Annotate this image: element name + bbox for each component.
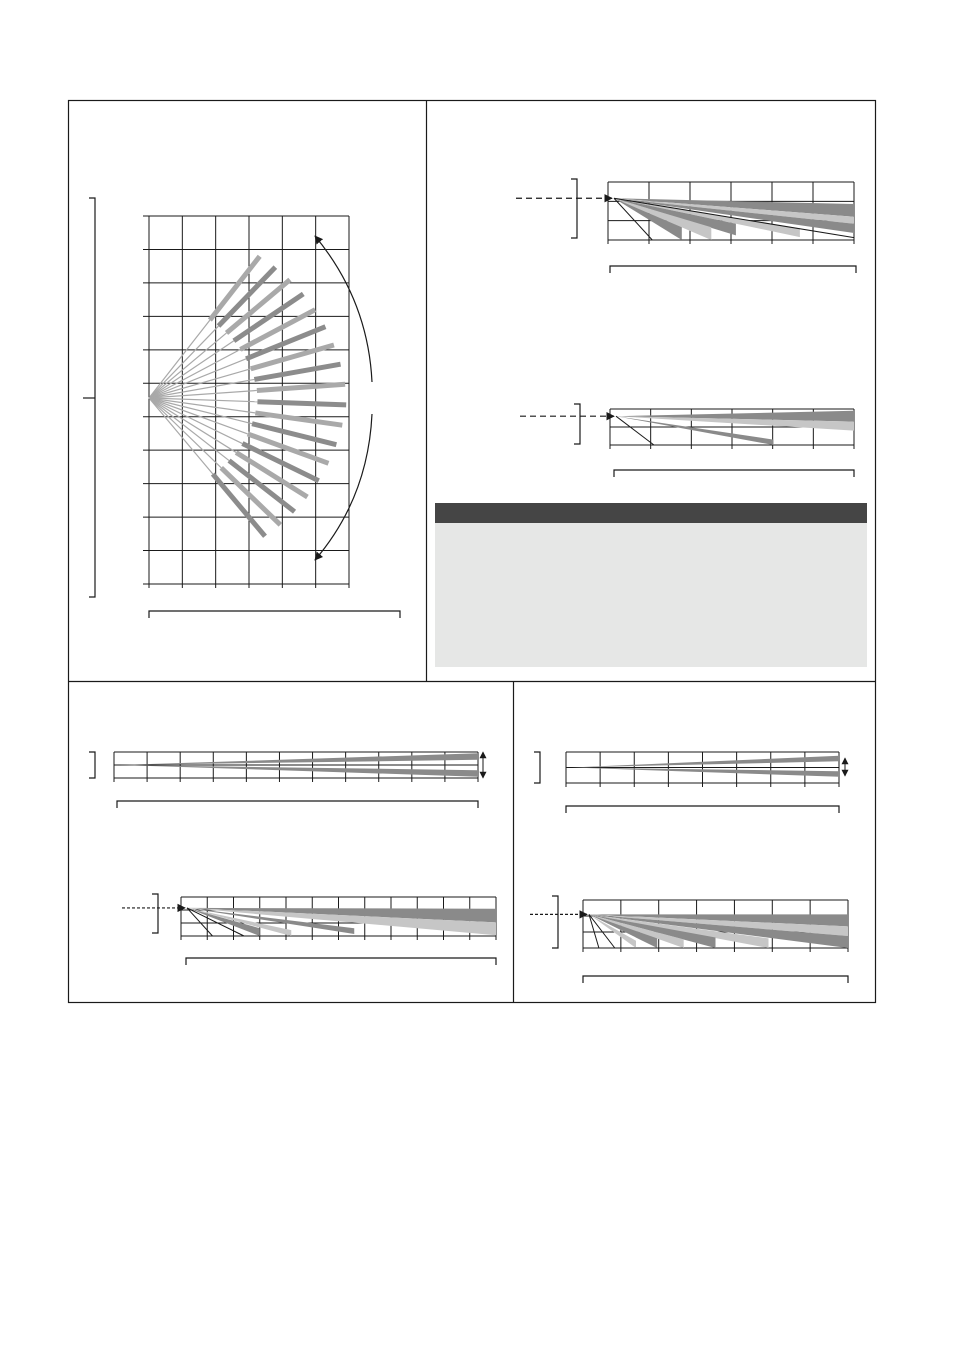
fan-beam-thin: [149, 333, 227, 398]
narrow-view-a-beam-band: [120, 753, 478, 765]
side-view-c: [122, 894, 496, 965]
narrow-view-a: [89, 752, 483, 808]
side-view-d: [530, 896, 848, 983]
fan-beam-thin: [149, 349, 240, 398]
narrow-view-b-height-bracket: [534, 752, 540, 783]
fan-beam-thick: [255, 413, 342, 425]
narrow-view-a-range-bracket: [117, 801, 478, 808]
side-view-a: [516, 179, 856, 273]
side-view-a-range-bracket: [610, 266, 856, 273]
note-header: [435, 503, 867, 523]
side-view-b-height-bracket: [574, 404, 580, 444]
narrow-view-a-beam-band: [120, 765, 478, 777]
side-view-d-range-bracket: [583, 976, 848, 983]
narrow-view-b-beam-band: [572, 756, 839, 768]
side-view-b: [520, 404, 854, 477]
side-view-b-range-bracket: [614, 470, 854, 477]
panel-top-view: [83, 198, 400, 618]
side-view-c-height-bracket: [152, 894, 158, 933]
side-view-b-beam-edge: [616, 416, 654, 445]
fan-beam-thick: [257, 402, 346, 405]
coverage-arc-upper: [315, 236, 372, 382]
narrow-view-a-height-bracket: [89, 752, 95, 778]
coverage-arc-lower: [315, 414, 372, 560]
width-bracket-bottom: [149, 611, 400, 618]
narrow-view-b-range-bracket: [566, 806, 839, 813]
fan-beam-thin: [149, 398, 221, 468]
narrow-view-b-beam-band: [572, 768, 839, 777]
narrow-view-b: [534, 752, 845, 813]
fan-beam-thick: [257, 384, 345, 390]
side-view-d-height-bracket: [552, 896, 558, 948]
note-panel: [435, 503, 867, 667]
side-view-c-range-bracket: [186, 958, 496, 965]
side-view-a-height-bracket: [571, 179, 577, 238]
